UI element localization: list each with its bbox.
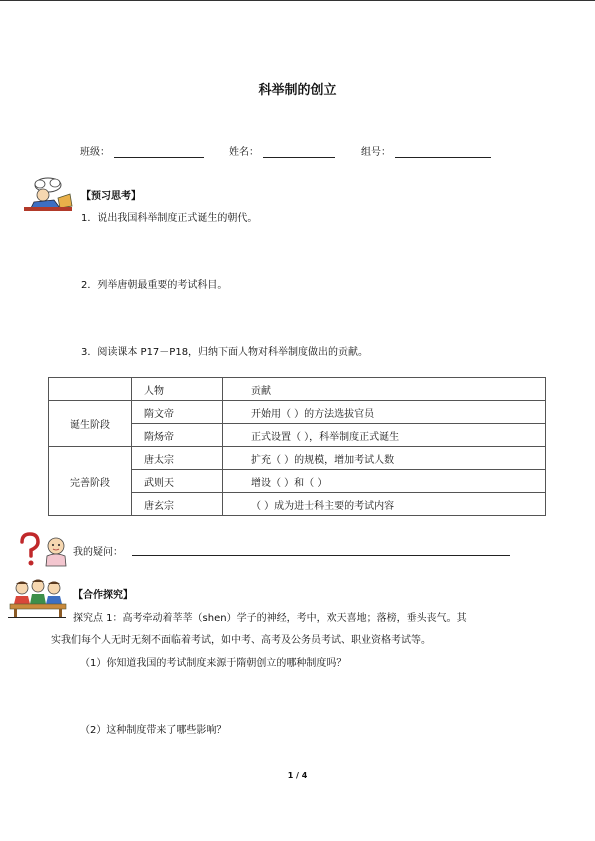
coop-question-1: （1）你知道我国的考试制度来源于隋朝创立的哪种制度吗？ [80,658,347,669]
preview-heading: 【预习思考】 [81,191,141,202]
page-number: 1 / 4 [287,771,308,780]
page-title: 科举制的创立 [258,83,337,98]
person-cell: 唐玄宗 [132,493,223,516]
my-question-label: 我的疑问： [73,547,123,558]
person-cell: 武则天 [132,470,223,493]
class-blank[interactable] [114,146,204,158]
page-top-border [0,0,595,1]
reading-child-icon [20,176,76,214]
coop-paragraph-line-2: 实我们每个人无时无刻不面临着考试，如中考、高考及公务员考试、职业资格考试等。 [51,635,431,646]
table-header-contribution: 贡献 [223,378,546,401]
class-label: 班级： [80,147,110,158]
question-mark-icon [16,532,72,568]
coop-paragraph-line-1: 探究点 1：高考牵动着莘莘（shen）学子的神经，考中，欢天喜地；落榜，垂头丧气。其 [73,613,467,624]
preview-question-3: 3．阅读课本 P17－P18，归纳下面人物对科举制度做出的贡献。 [81,347,369,358]
group-blank[interactable] [395,146,491,158]
table-header-person: 人物 [132,378,223,401]
contribution-cell[interactable]: 正式设置（ ），科举制度正式诞生 [223,424,546,447]
class-field [80,143,204,158]
contribution-table [48,377,546,516]
group-label: 组号： [361,147,391,158]
coop-question-2: （2）这种制度带来了哪些影响？ [80,725,227,736]
table-row [49,401,546,424]
section-rule [8,617,66,618]
stage-improve-cell: 完善阶段 [49,447,132,516]
person-cell: 隋文帝 [132,401,223,424]
table-corner-cell [49,378,132,401]
name-label: 姓名： [229,147,259,158]
group-study-icon [8,578,70,618]
name-blank[interactable] [263,146,335,158]
preview-question-2: 2．列举唐朝最重要的考试科目。 [81,280,228,291]
table-header-row [49,378,546,401]
group-field [361,143,491,158]
table-row [49,447,546,470]
contribution-cell[interactable]: 扩充（ ）的规模，增加考试人数 [223,447,546,470]
person-cell: 隋炀帝 [132,424,223,447]
contribution-cell[interactable]: （ ）成为进士科主要的考试内容 [223,493,546,516]
my-question-blank[interactable] [132,555,510,556]
person-cell: 唐太宗 [132,447,223,470]
name-field [229,143,335,158]
coop-heading: 【合作探究】 [73,590,133,601]
contribution-cell[interactable]: 增设（ ）和（ ） [223,470,546,493]
contribution-cell[interactable]: 开始用（ ）的方法选拔官员 [223,401,546,424]
preview-question-1: 1．说出我国科举制度正式诞生的朝代。 [81,213,258,224]
stage-birth-cell: 诞生阶段 [49,401,132,447]
